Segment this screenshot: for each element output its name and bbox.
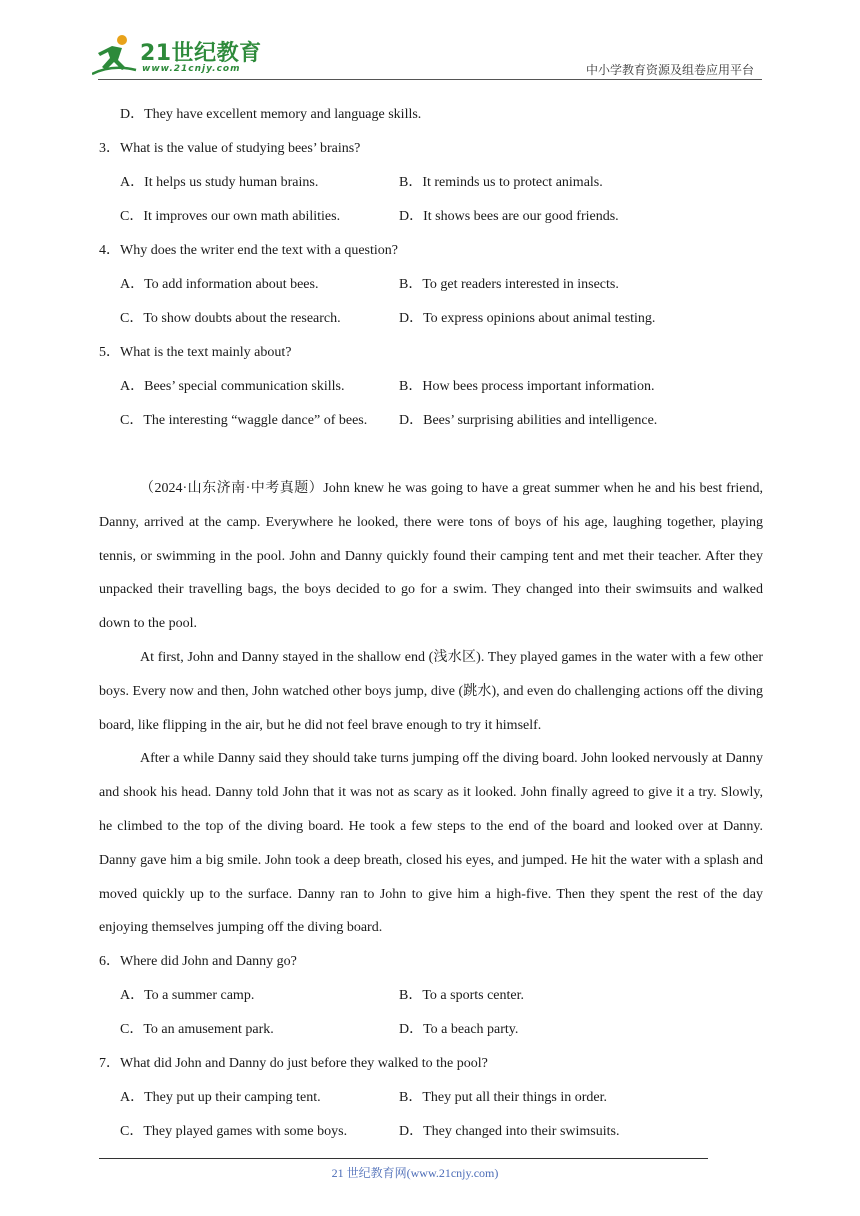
option-row <box>99 98 763 132</box>
option-b: B．How bees process important information. <box>399 379 655 394</box>
option-c: C．It improves our own math abilities. <box>120 209 341 224</box>
footer-link[interactable]: 21 世纪教育网(www.21cnjy.com) <box>331 1166 499 1180</box>
option-d: D．Bees’ surprising abilities and intelligence. <box>399 413 658 428</box>
option-b: B．It reminds us to protect animals. <box>399 175 603 190</box>
option-b: B．To get readers interested in insects. <box>399 277 619 292</box>
option-d: D．They changed into their swimsuits. <box>399 1124 620 1140</box>
site-logo[interactable] <box>92 34 262 78</box>
question-stem: 6．Where did John and Danny go? <box>99 954 297 970</box>
option-d: D．They have excellent memory and language skills. <box>120 107 422 122</box>
footer-divider <box>99 1158 708 1159</box>
option-c: C．The interesting “waggle dance” of bees. <box>120 413 368 428</box>
option-row <box>99 200 763 234</box>
question-7 <box>99 1047 763 1149</box>
question-stem: 7．What did John and Danny do just before they walked to the pool? <box>99 1056 488 1072</box>
option-row <box>99 268 763 302</box>
passage-paragraph: At first, John and Danny stayed in the shallow end (浅水区). They played games in the water with a few other boys. Every now and then, John watched other boys jump, dive (跳水), and even do challenging actions off the diving board, like flipping in the air, but he did not feel brave enough to try it himself. <box>99 649 763 733</box>
option-row <box>99 1081 763 1115</box>
option-d: D．To express opinions about animal testing. <box>399 311 656 326</box>
option-row <box>99 1115 763 1149</box>
question-stem: 3．What is the value of studying bees’ brains? <box>99 141 361 156</box>
reading-passage <box>99 472 763 945</box>
option-row <box>99 370 763 404</box>
option-a: A．To add information about bees. <box>120 277 319 292</box>
question-stem: 4．Why does the writer end the text with a question? <box>99 243 398 258</box>
option-a: A．Bees’ special communication skills. <box>120 379 345 394</box>
option-b: B．They put all their things in order. <box>399 1090 608 1106</box>
option-row <box>99 302 763 336</box>
option-row <box>99 979 763 1013</box>
question-6 <box>99 945 763 1047</box>
page-header <box>0 0 860 90</box>
question-5 <box>99 336 763 438</box>
option-row <box>99 166 763 200</box>
option-a: A．It helps us study human brains. <box>120 175 319 190</box>
option-b: B．To a sports center. <box>399 988 524 1004</box>
option-c: C．They played games with some boys. <box>120 1124 348 1140</box>
logo-url: www.21cnjy.com <box>142 64 241 74</box>
logo-text: 21世纪教育 <box>140 41 262 66</box>
question-3 <box>99 132 763 234</box>
option-d: D．It shows bees are our good friends. <box>399 209 619 224</box>
option-row <box>99 1013 763 1047</box>
header-tagline: 中小学教育资源及组卷应用平台 <box>585 63 754 77</box>
question-4 <box>99 234 763 336</box>
passage-paragraph: （2024·山东济南·中考真题）John knew he was going to have a great summer when he and his best friend, Danny, arrived at the camp. Everywhere he looked, there were tons of boys of his age, laughing together, playing tennis, or swimming in the pool. John and Danny quickly found their camping tent and met their teacher. After they unpacked their travelling bags, the boys decided to go for a swim. They changed into their swimsuits and walked down to the pool. <box>99 481 763 632</box>
passage-paragraph: After a while Danny said they should take turns jumping off the diving board. John looked nervously at Danny and shook his head. Danny told John that it was not as scary as it looked. John finally agreed to give it a try. Slowly, he climbed to the top of the diving board. He took a few steps to the end of the board and looked over at Danny. Danny gave him a big smile. John took a deep breath, closed his eyes, and jumped. He hit the water with a splash and moved quickly up to the surface. Danny ran to John to give him a high-five. Then they spent the rest of the day enjoying themselves jumping off the diving board. <box>99 751 763 936</box>
option-c: C．To show doubts about the research. <box>120 311 341 326</box>
document-body <box>99 98 763 1149</box>
runner-logo-icon <box>92 34 138 76</box>
option-a: A．To a summer camp. <box>120 988 255 1004</box>
page-footer <box>0 1164 860 1181</box>
option-d: D．To a beach party. <box>399 1022 519 1038</box>
option-row <box>99 404 763 438</box>
header-divider <box>98 79 762 80</box>
option-a: A．They put up their camping tent. <box>120 1090 321 1106</box>
section-gap <box>99 438 763 472</box>
question-stem: 5．What is the text mainly about? <box>99 345 292 360</box>
option-c: C．To an amusement park. <box>120 1022 274 1038</box>
